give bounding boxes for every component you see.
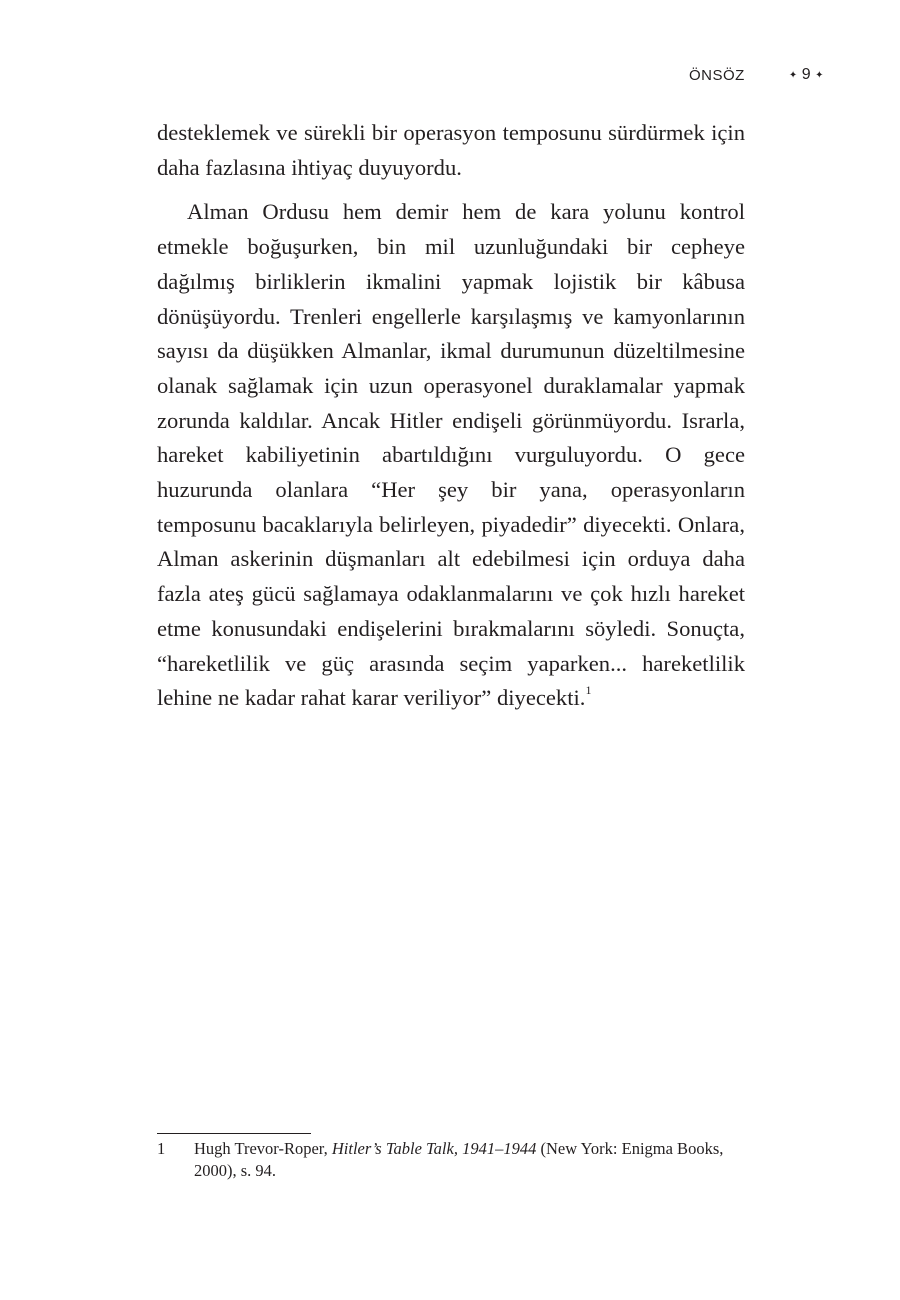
footnote-author: Hugh Trevor-Roper,	[194, 1139, 332, 1158]
footnote-publication: (New York: Enigma Books, 2000), s. 94.	[194, 1139, 724, 1180]
ornament-star-icon: ✦	[788, 69, 798, 81]
running-head-section-title: ÖNSÖZ	[688, 66, 745, 84]
page-number: 9	[801, 66, 812, 83]
footnote-reference[interactable]: 1	[585, 682, 592, 697]
footnote-book-title: Hitler’s Table Talk, 1941–1944	[331, 1139, 537, 1158]
footnote-text	[194, 1138, 747, 1182]
paragraph-text: Alman Ordusu hem demir hem de kara yolunu kontrol etmekle boğuşurken, bin mil uzunluğundaki bir cepheye dağılmış birliklerin ikmalini yapmak lojistik bir kâbusa dönüşüyordu. Trenleri engellerle karşılaşmış ve kamyonlarının sayısı da düşükken Almanlar, ikmal durumunun düzeltilmesine olanak sağlamak için uzun operasyonel duraklamalar yapmak zorunda kaldılar. Ancak Hitler endişeli görünmüyordu. Israrla, hareket kabiliyetinin abartıldığını vurguluyordu. O gece huzurunda olanlara “Her şey bir yana, operasyonların temposunu bacaklarıyla belirleyen, piyadedir” diyecekti. Onlara, Alman askerinin düşmanları alt edebilmesi için orduya daha fazla ateş gücü sağlamaya odaklanmalarını ve çok hızlı hareket etme konusundaki endişelerini bırakmalarını söyledi. Sonuçta, “hareketlilik ve güç arasında seçim yaparken... hareketlilik lehine ne kadar rahat karar veriliyor” diyecekti.	[157, 199, 745, 711]
ornament-star-icon: ✦	[815, 69, 824, 81]
running-head	[689, 64, 828, 86]
footnote	[157, 1138, 747, 1182]
body-text	[157, 116, 745, 716]
paragraph	[157, 195, 745, 716]
footnote-number: 1	[157, 1139, 166, 1158]
footnote-divider	[157, 1133, 311, 1134]
paragraph: desteklemek ve sürekli bir operasyon temposunu sürdürmek için daha fazlasına ihtiyaç duyuyordu.	[157, 120, 745, 180]
